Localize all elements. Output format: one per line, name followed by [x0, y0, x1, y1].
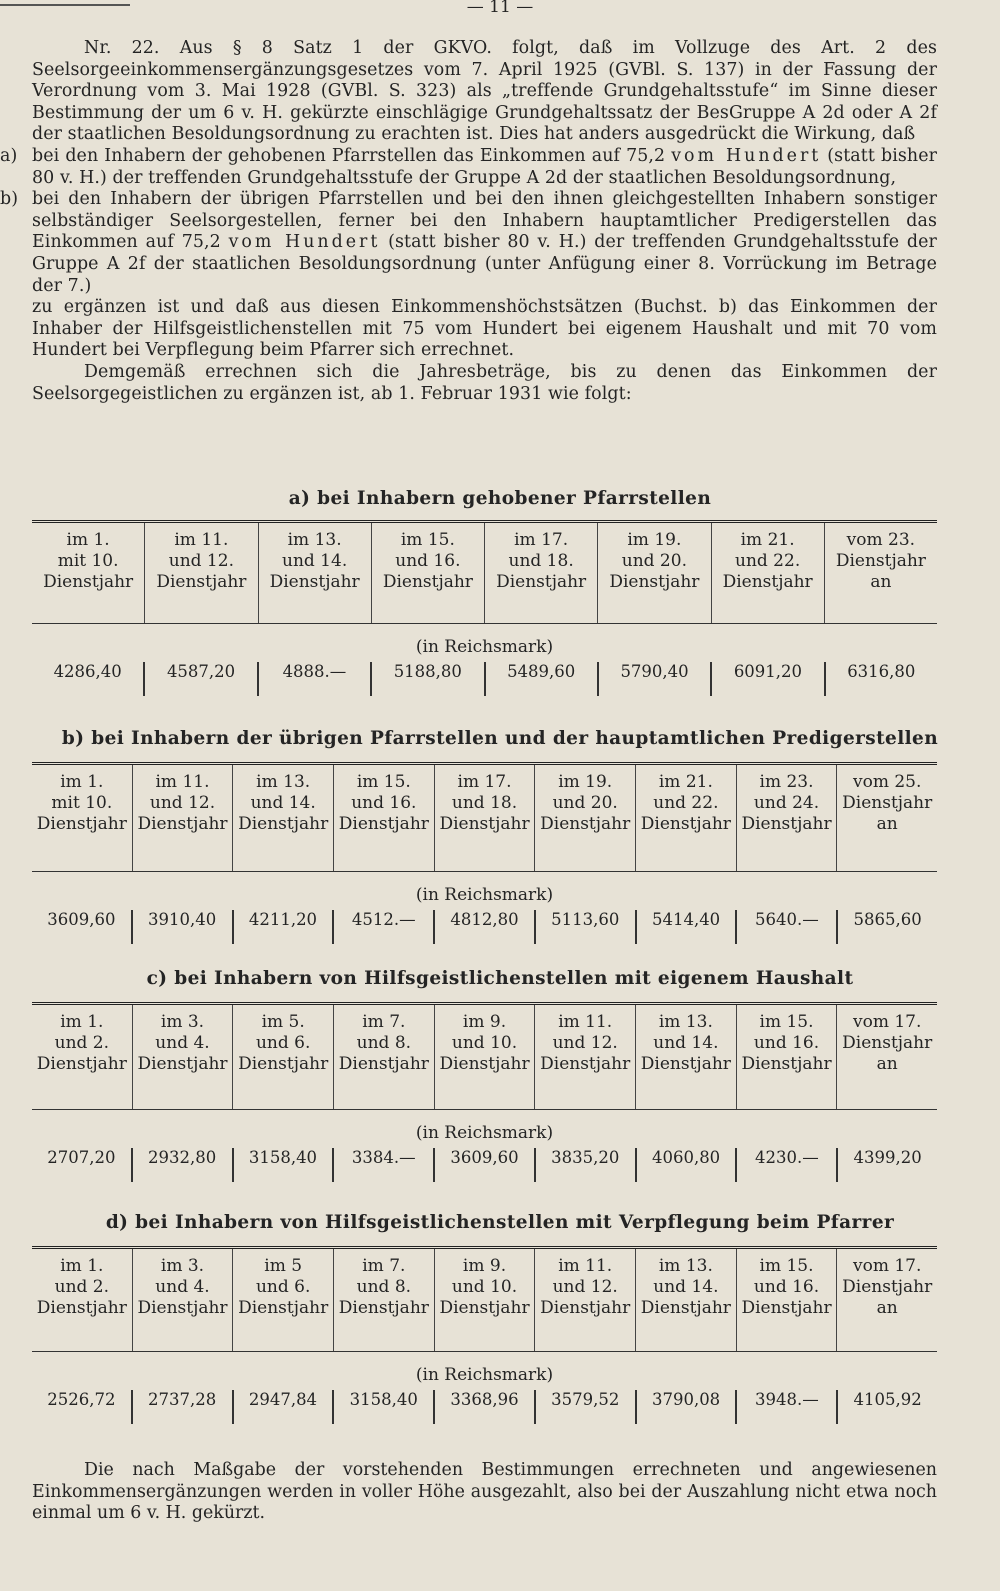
table-a-header-row: [32, 523, 937, 623]
table-b-header-cell: im 23. und 24. Dienstjahr: [737, 765, 838, 871]
table-b-header-cell: im 15. und 16. Dienstjahr: [334, 765, 435, 871]
table-d-header-cell: vom 17. Dienstjahr an: [842, 1256, 933, 1318]
list-label-b: b): [0, 189, 19, 210]
paragraph-conclusion: zu ergänzen ist und daß aus diesen Einkommenshöchstsätzen (Buchst. b) das Einkommen der Inhaber der Hilfsgeistlichenstellen mit 75 vom Hundert bei eigenem Haushalt und mit 70 vom Hundert bei Verpflegung beim Pfarrer sich errechnet.: [32, 297, 937, 361]
table-a-value: 5188,80: [372, 662, 485, 696]
closing-paragraph: Die nach Maßgabe der vorstehenden Bestimmungen errechneten und angewiesenen Einkommensergänzungen werden in voller Höhe ausgezahlt, also bei der Auszahlung nicht etwa noch einmal um 6 v. H. gekürzt.: [32, 1460, 937, 1524]
table-c-value: 3384.—: [334, 1148, 435, 1182]
table-d-header-cell: im 9. und 10. Dienstjahr: [435, 1249, 536, 1351]
paragraph-intro: Nr. 22. Aus § 8 Satz 1 der GKVO. folgt, daß im Vollzuge des Art. 2 des Seelsorgeeinkommensergänzungsgesetzes vom 7. April 1925 (GVBl. S. 137) in der Fassung der Verordnung vom 3. Mai 1928 (GVBl. S. 323) als „treffende Grundgehaltsstufe“ im Sinne dieser Bestimmung der um 6 v. H. gekürzte einschlägige Grundgehaltssatz der BesGruppe A 2d oder A 2f der staatlichen Besoldungsordnung zu erachten ist. Dies hat anders ausgedrückt die Wirkung, daß: [32, 38, 937, 145]
table-b-unit: (in Reichsmark): [415, 885, 554, 905]
table-a-value: 5790,40: [599, 662, 712, 696]
table-c-value: 2932,80: [133, 1148, 234, 1182]
table-b-header-cell: im 13. und 14. Dienstjahr: [233, 765, 334, 871]
body-text: [0, 38, 937, 405]
table-b-value: 3910,40: [133, 910, 234, 944]
table-a-value-row: [32, 662, 937, 696]
table-d-value: 2737,28: [133, 1390, 234, 1424]
table-a-unit: (in Reichsmark): [415, 637, 554, 657]
table-b: [32, 762, 937, 944]
table-b-value-row: [32, 910, 937, 944]
table-a-header-cell: im 17. und 18. Dienstjahr: [485, 523, 598, 623]
table-c-header-row: [32, 1005, 937, 1109]
table-c-value: 3158,40: [234, 1148, 335, 1182]
list-item-a: [0, 145, 937, 189]
table-c-value: 3835,20: [536, 1148, 637, 1182]
table-d: [32, 1246, 937, 1424]
table-c-value: 4230.—: [737, 1148, 838, 1182]
table-a-mid-rule: [32, 623, 937, 624]
table-d-value: 3368,96: [435, 1390, 536, 1424]
table-a-value: 6316,80: [847, 662, 916, 681]
table-d-header-cell: im 7. und 8. Dienstjahr: [334, 1249, 435, 1351]
table-d-value: 3579,52: [536, 1390, 637, 1424]
table-d-header-cell: im 15. und 16. Dienstjahr: [737, 1249, 838, 1351]
table-c-header-cell: im 5. und 6. Dienstjahr: [233, 1005, 334, 1109]
table-c-header-cell: im 3. und 4. Dienstjahr: [133, 1005, 234, 1109]
table-b-mid-rule: [32, 871, 937, 872]
table-c-header-cell: im 11. und 12. Dienstjahr: [535, 1005, 636, 1109]
table-b-header-cell: im 19. und 20. Dienstjahr: [535, 765, 636, 871]
table-b-value: 4512.—: [334, 910, 435, 944]
item-a-spaced-text: vom Hundert: [671, 145, 822, 166]
table-d-value: 3790,08: [637, 1390, 738, 1424]
table-b-value: 5414,40: [637, 910, 738, 944]
table-a-value: 4286,40: [32, 662, 145, 696]
table-a-header-cell: im 11. und 12. Dienstjahr: [145, 523, 258, 623]
table-a-header-cell: vom 23. Dienstjahr an: [835, 530, 926, 592]
table-b-header-cell: im 17. und 18. Dienstjahr: [435, 765, 536, 871]
table-a-value: 4587,20: [145, 662, 258, 696]
table-d-value: 3948.—: [737, 1390, 838, 1424]
table-c-header-cell: im 13. und 14. Dienstjahr: [636, 1005, 737, 1109]
item-b-text-post: (statt bisher 80 v. H.) der treffenden Grundgehaltsstufe der Gruppe A 2f der staatlichen Besoldungsordnung (unter Anfügung einer 8. Vorrückung im Betrage der 7.): [32, 232, 937, 296]
item-a-text-post: (statt bisher 80 v. H.) der treffenden Grundgehaltsstufe der Gruppe A 2d der staatlichen Besoldungsordnung,: [32, 145, 937, 188]
table-b-title: b) bei Inhabern der übrigen Pfarrstellen und der hauptamtlichen Predigerstellen: [61, 728, 939, 749]
table-b-header-cell: im 1. mit 10. Dienstjahr: [32, 765, 133, 871]
table-a-header-cell: im 21. und 22. Dienstjahr: [712, 523, 825, 623]
table-a-value: 5489,60: [486, 662, 599, 696]
table-d-unit: (in Reichsmark): [415, 1365, 554, 1385]
table-b-value: 4211,20: [234, 910, 335, 944]
table-b-value: 5640.—: [737, 910, 838, 944]
table-d-title: d) bei Inhabern von Hilfsgeistlichenstellen mit Verpflegung beim Pfarrer: [105, 1212, 895, 1233]
table-a-header-cell: im 13. und 14. Dienstjahr: [259, 523, 372, 623]
table-b-value: 4812,80: [435, 910, 536, 944]
paragraph-demgemaess: Demgemäß errechnen sich die Jahresbeträge, bis zu denen das Einkommen der Seelsorgegeistlichen zu ergänzen ist, ab 1. Februar 1931 wie folgt:: [32, 361, 937, 404]
table-b-value: 3609,60: [32, 910, 133, 944]
table-a-value: 6091,20: [712, 662, 825, 696]
table-a-title: a) bei Inhabern gehobener Pfarrstellen: [288, 488, 712, 509]
table-b-header-row: [32, 765, 937, 871]
table-c-unit: (in Reichsmark): [415, 1123, 554, 1143]
item-b-text-pre: bei den Inhabern der übrigen Pfarrstellen und bei den ihnen gleichgestellten Inhabern sonstiger selbständiger Seelsorgestellen, ferner bei den Inhabern hauptamtlicher Predigerstellen das Einkommen auf 75,2: [32, 189, 937, 253]
table-b-value: 5113,60: [536, 910, 637, 944]
list-item-b: [0, 189, 937, 297]
page-number: — 11 —: [466, 0, 534, 14]
table-c-header-cell: vom 17. Dienstjahr an: [842, 1012, 933, 1074]
table-d-header-cell: im 1. und 2. Dienstjahr: [32, 1249, 133, 1351]
list-label-a: a): [0, 145, 18, 166]
table-c-value: 3609,60: [435, 1148, 536, 1182]
table-b-header-cell: im 21. und 22. Dienstjahr: [636, 765, 737, 871]
page-header: [0, 0, 1000, 14]
table-c-header-cell: im 15. und 16. Dienstjahr: [737, 1005, 838, 1109]
table-d-header-cell: im 5 und 6. Dienstjahr: [233, 1249, 334, 1351]
table-b-value: 5865,60: [853, 910, 922, 929]
table-c-value: 4060,80: [637, 1148, 738, 1182]
table-d-value: 4105,92: [853, 1390, 922, 1409]
table-d-value: 3158,40: [334, 1390, 435, 1424]
item-b-spaced-text: vom Hundert: [228, 232, 381, 253]
table-b-header-cell: im 11. und 12. Dienstjahr: [133, 765, 234, 871]
table-a: [32, 520, 937, 696]
table-a-header-cell: im 19. und 20. Dienstjahr: [598, 523, 711, 623]
table-c-value: 2707,20: [32, 1148, 133, 1182]
header-rule-left: [0, 4, 130, 6]
table-a-header-cell: im 15. und 16. Dienstjahr: [372, 523, 485, 623]
table-d-header-cell: im 13. und 14. Dienstjahr: [636, 1249, 737, 1351]
table-d-mid-rule: [32, 1351, 937, 1352]
table-c-value-row: [32, 1148, 937, 1182]
table-b-header-cell: vom 25. Dienstjahr an: [842, 772, 933, 834]
table-d-value: 2526,72: [32, 1390, 133, 1424]
table-c-header-cell: im 9. und 10. Dienstjahr: [435, 1005, 536, 1109]
table-a-value: 4888.—: [259, 662, 372, 696]
item-a-text-pre: bei den Inhabern der gehobenen Pfarrstellen das Einkommen auf 75,2: [32, 145, 666, 166]
closing-text: [32, 1460, 937, 1525]
table-d-header-cell: im 3. und 4. Dienstjahr: [133, 1249, 234, 1351]
table-c-value: 4399,20: [853, 1148, 922, 1167]
table-c-header-cell: im 1. und 2. Dienstjahr: [32, 1005, 133, 1109]
table-a-header-cell: im 1. mit 10. Dienstjahr: [32, 523, 145, 623]
table-d-header-row: [32, 1249, 937, 1351]
table-d-value-row: [32, 1390, 937, 1424]
table-d-header-cell: im 11. und 12. Dienstjahr: [535, 1249, 636, 1351]
table-c-mid-rule: [32, 1109, 937, 1110]
table-d-value: 2947,84: [234, 1390, 335, 1424]
table-c-header-cell: im 7. und 8. Dienstjahr: [334, 1005, 435, 1109]
table-c-title: c) bei Inhabern von Hilfsgeistlichenstellen mit eigenem Haushalt: [146, 968, 854, 989]
table-c: [32, 1002, 937, 1182]
